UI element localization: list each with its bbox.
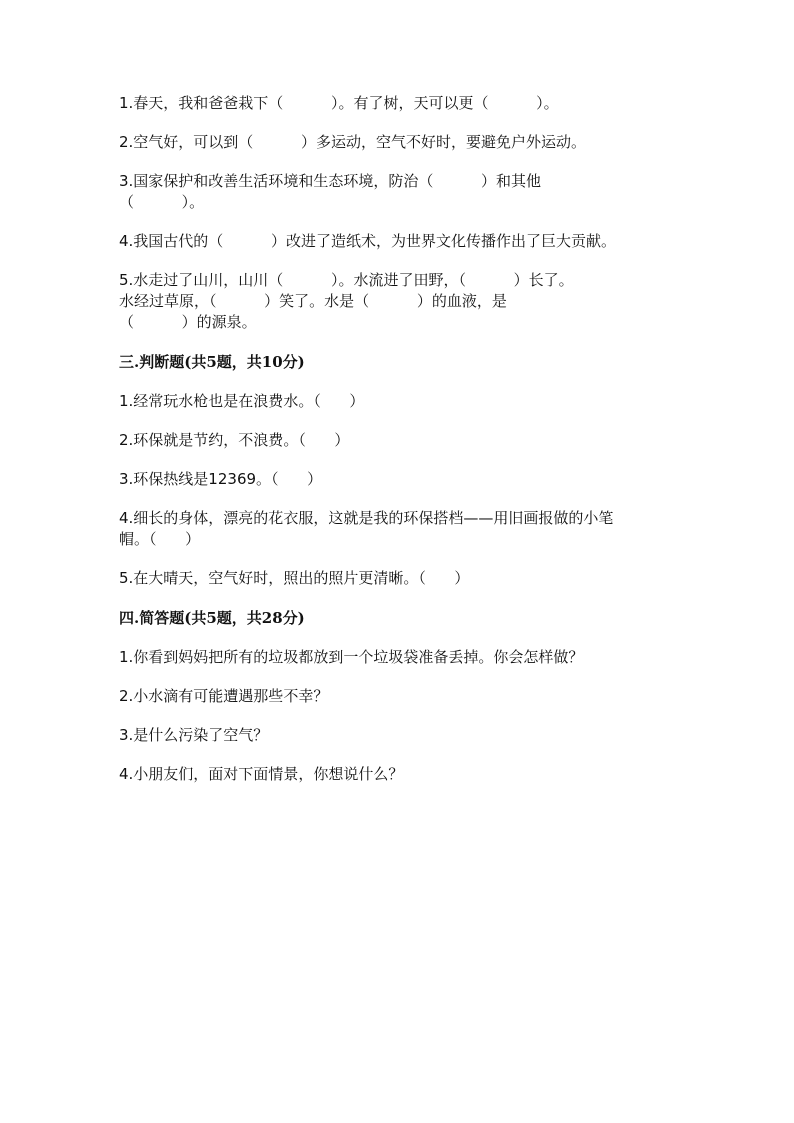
fill-question-4: 4.我国古代的（ ）改进了造纸术，为世界文化传播作出了巨大贡献。: [119, 232, 616, 250]
judgement-question-3: 3.环保热线是12369。（ ）: [119, 470, 323, 488]
judgement-question-1: 1.经常玩水枪也是在浪费水。（ ）: [119, 392, 365, 410]
fill-question-3-line-2: （ ）。: [119, 193, 205, 211]
judgement-question-4: [119, 508, 679, 550]
short-answer-question-4: 4.小朋友们，面对下面情景，你想说什么？: [119, 765, 404, 783]
judgement-question-5: 5.在大晴天，空气好时，照出的照片更清晰。（ ）: [119, 569, 470, 587]
fill-question-3: [119, 171, 679, 213]
fill-in-section: [119, 93, 679, 333]
judgement-question-2: 2.环保就是节约，不浪费。（ ）: [119, 431, 350, 449]
fill-question-5-line-2: 水经过草原，（ ）笑了。水是（ ）的血液，是: [119, 292, 507, 310]
short-answer-question-1: 1.你看到妈妈把所有的垃圾都放到一个垃圾袋准备丢掉。你会怎样做？: [119, 648, 584, 666]
judgement-section: [119, 352, 679, 589]
short-answer-heading: 四.简答题(共5题，共28分): [119, 609, 305, 627]
short-answer-section: [119, 608, 679, 785]
judgement-question-4-line-1: 4.细长的身体，漂亮的花衣服，这就是我的环保搭档——用旧画报做的小笔: [119, 509, 614, 527]
fill-question-2: 2.空气好，可以到（ ）多运动，空气不好时，要避免户外运动。: [119, 133, 586, 151]
judgement-heading: 三.判断题(共5题，共10分): [119, 353, 305, 371]
fill-question-3-line-1: 3.国家保护和改善生活环境和生态环境，防治（ ）和其他: [119, 172, 541, 190]
fill-question-5-line-1: 5.水走过了山川，山川（ ）。水流进了田野，（ ）长了。: [119, 271, 574, 289]
fill-question-5: [119, 270, 679, 333]
fill-question-5-line-3: （ ）的源泉。: [119, 313, 257, 331]
judgement-question-4-line-2: 帽。（ ）: [119, 530, 201, 548]
short-answer-question-3: 3.是什么污染了空气？: [119, 726, 269, 744]
short-answer-question-2: 2.小水滴有可能遭遇那些不幸？: [119, 687, 329, 705]
worksheet-page: [119, 93, 679, 785]
fill-question-1: 1.春天，我和爸爸栽下（ ）。有了树，天可以更（ ）。: [119, 94, 559, 112]
